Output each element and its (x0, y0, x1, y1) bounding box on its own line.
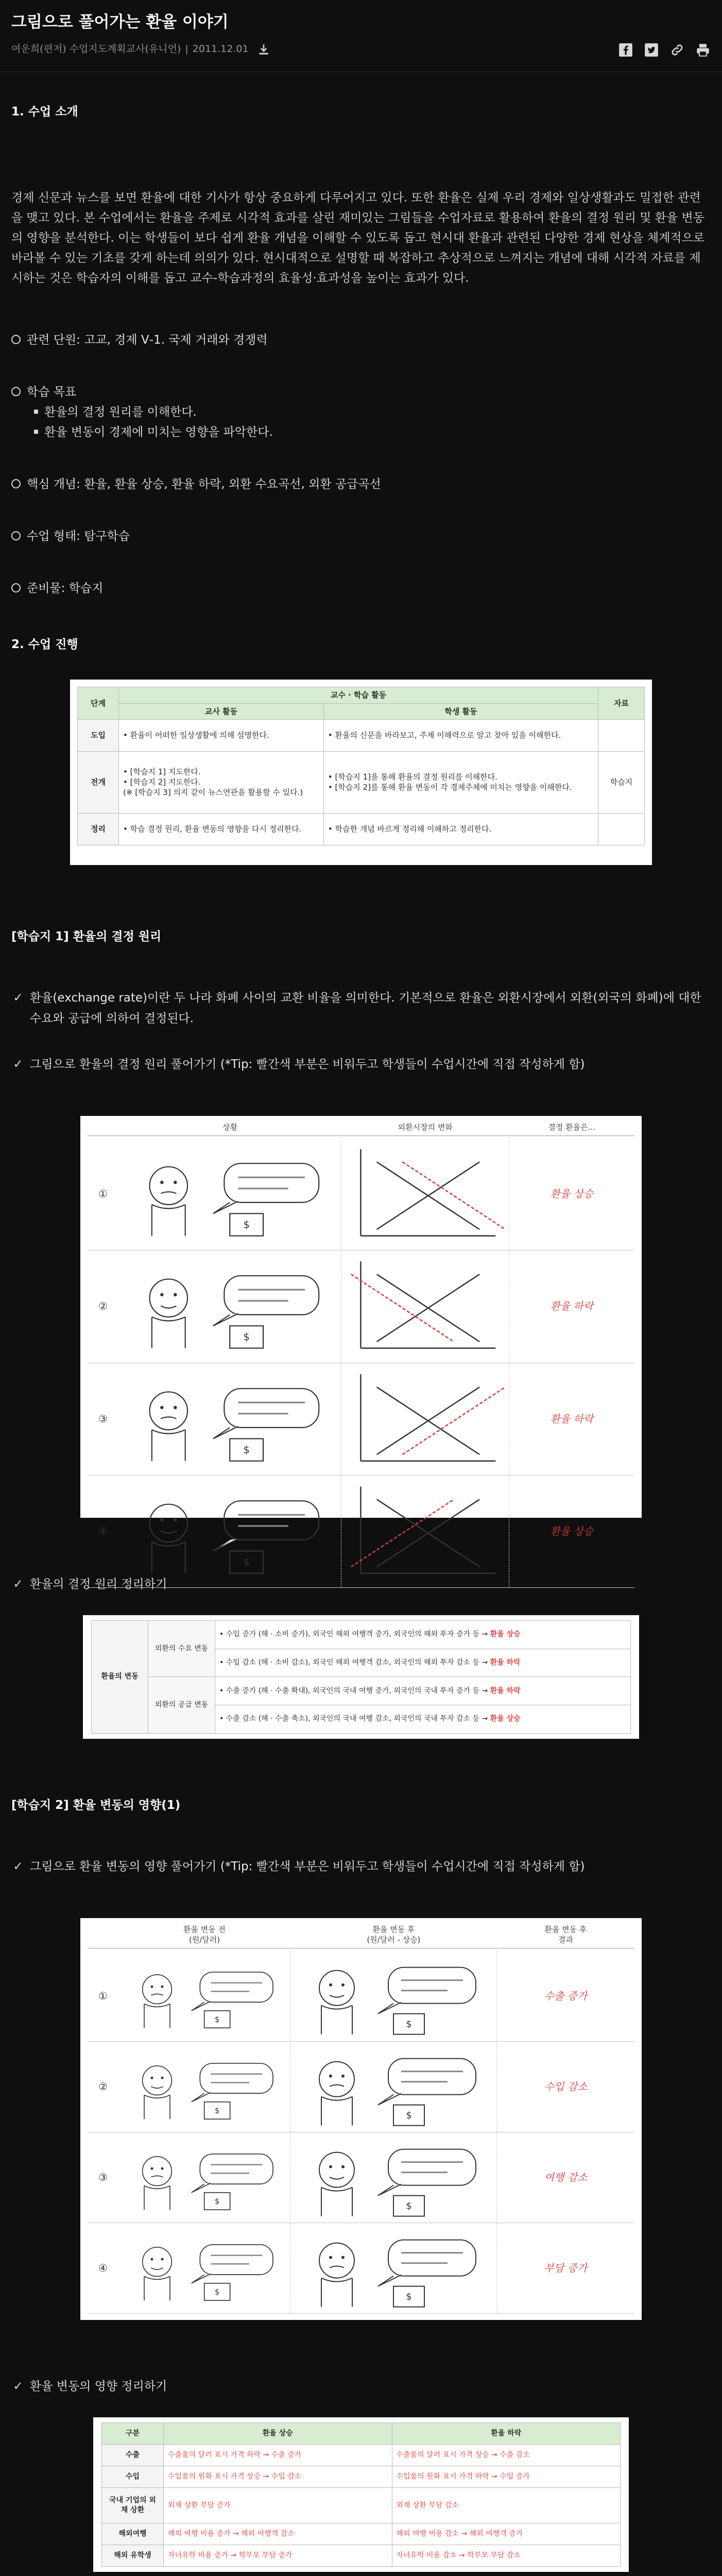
table-row (88, 2223, 634, 2314)
table-row (78, 813, 645, 845)
table-header: 학생 활동 (323, 703, 598, 719)
market-change-cell (341, 1138, 508, 1250)
table-cell (598, 813, 645, 845)
goal-text: 환율 변동이 경제에 미치는 영향을 파악한다. (44, 425, 273, 439)
table-header: 교사 활동 (119, 703, 324, 719)
table-cell (215, 1620, 631, 1649)
cell-text: • 수입 감소 (해 · 소비 감소), 외국인 해외 여행객 감소, 외국인의 해외 투자 감소 등 → (219, 1658, 490, 1667)
comic-rows (88, 1138, 634, 1568)
table-cell: 해외 유학생 (102, 2545, 164, 2566)
column-header: 환율 변동 후 결과 (544, 1924, 587, 1945)
summary-label-text: 환율 변동의 영향 정리하기 (30, 2379, 167, 2393)
check-icon: ✓ (13, 1057, 23, 1071)
cartoon-illustration (290, 2223, 496, 2313)
cartoon-illustration (118, 2042, 290, 2132)
lesson-plan-table (77, 687, 645, 845)
table-row (88, 1250, 634, 1363)
worksheet1-instruction (11, 1055, 711, 1075)
after-cell (290, 2042, 496, 2132)
cell-answer: 환율 상승 (490, 1715, 521, 1723)
circle-bullet-icon (11, 531, 21, 540)
table-row (92, 1620, 631, 1649)
row-number: ② (98, 1300, 108, 1313)
table-cell: • 환율의 신문을 바라보고, 주제 이해력으로 알고 찾아 있을 이해한다. (323, 719, 598, 751)
supply-demand-comic (80, 1116, 642, 1568)
effect-rows (102, 2445, 621, 2567)
table-header: 단계 (78, 687, 119, 720)
table-row (88, 1476, 634, 1588)
summary-label-text: 환율의 결정 원리 정리하기 (30, 1577, 167, 1591)
circle-bullet-icon (11, 335, 21, 344)
situation-cell (118, 1363, 341, 1475)
table-row (88, 2042, 634, 2132)
table-cell: 전개 (78, 751, 119, 813)
table-header: 자료 (598, 687, 645, 720)
table-header: 환율 하락 (392, 2423, 621, 2445)
market-change-cell (341, 1363, 508, 1475)
answer-cell: 수출 증가 (496, 1951, 634, 2041)
cartoon-illustration (118, 1363, 341, 1475)
table-row (88, 1951, 634, 2041)
row-number: ① (98, 1188, 108, 1200)
goal-item (11, 422, 711, 443)
concept-label: 핵심 개념: 환율, 환율 상승, 환율 하락, 외환 수요곡선, 외환 공급곡선 (27, 477, 381, 491)
svg-text:$: $ (243, 1556, 250, 1568)
answer-cell: 환율 상승 (509, 1138, 634, 1250)
svg-text:$: $ (406, 2019, 412, 2030)
intro-paragraph: 경제 신문과 뉴스를 보면 환율에 대한 기사가 항상 중요하게 다루어지고 있다. 또한 환율은 실제 우리 경제와 일상생활과도 밀접한 관련을 맺고 있다. 본 수업에서는 환율을 주제로 시각적 효과를 살린 재미있는 그림들을 수업자료로 활용하여 환율의 결정 원리 및 환율 변동의 영향을 분석한다. 이는 학생들이 보다 쉽게 환율 개념을 이해할 수 있도록 돕고 현시대 환율과 관련된 다양한 경제 현상을 체계적으로 바라볼 수 있는 기초를 갖게 하는데 의의가 있다. 현시대적으로 설명할 때 복잡하고 추상적으로 느껴지는 개념에 대해 시각적 자료를 제시하는 것은 학습자의 이해를 돕고 교수-학습과정의 효율성·효과성을 높이는 효과가 있다. (11, 191, 704, 285)
twitter-icon[interactable] (644, 42, 659, 58)
table-cell: 정리 (78, 813, 119, 845)
table-cell: 도입 (78, 719, 119, 751)
cell-answer: 환율 상승 (490, 1630, 521, 1639)
instruction-text: 그림으로 환율의 결정 원리 풀어가기 (*Tip: 빨간색 부분은 비워두고 학생들이 수업시간에 직접 작성하게 함) (30, 1057, 585, 1071)
goal-label: 학습 목표 (27, 385, 77, 399)
column-header: 상황 (222, 1122, 238, 1132)
table-cell (215, 1649, 631, 1677)
comic-rows (88, 1951, 634, 2306)
table-cell: 수입품의 원화 표시 가격 하락 → 수입 증가 (392, 2466, 621, 2488)
table-cell: 외환의 수요 변동 (148, 1620, 215, 1677)
material-label: 준비물: 학습지 (27, 582, 104, 596)
column-header: 외환시장의 변화 (398, 1122, 453, 1132)
table-cell: 외채 상환 부담 증가 (164, 2488, 392, 2523)
circle-bullet-icon (11, 479, 21, 488)
post-body (0, 102, 722, 2576)
comic-header (88, 1924, 634, 1949)
worksheet2-summary-label (11, 2377, 711, 2397)
table-cell (598, 719, 645, 751)
goal-text: 환율의 결정 원리를 이해한다. (44, 405, 197, 419)
svg-text:$: $ (214, 2287, 220, 2297)
table-row (102, 2545, 621, 2566)
svg-text:$: $ (243, 1331, 250, 1343)
table-cell: 수입 (102, 2466, 164, 2488)
link-icon[interactable] (669, 42, 685, 58)
svg-text:$: $ (214, 2196, 220, 2206)
table-cell: 외환의 공급 변동 (148, 1677, 215, 1734)
determination-summary-table (83, 1615, 639, 1739)
instruction-text: 그림으로 환율 변동의 영향 풀어가기 (*Tip: 빨간색 부분은 비워두고 학생들이 수업시간에 직접 작성하게 함) (30, 1859, 585, 1873)
row-number: ① (98, 1989, 108, 2002)
check-icon: ✓ (13, 1577, 23, 1591)
cartoon-illustration (290, 2132, 496, 2223)
goal-item (11, 402, 711, 422)
table-header: 교수 · 학습 활동 (119, 687, 598, 703)
unit-label: 관련 단원: 고교, 경제 Ⅴ-1. 국제 거래와 경쟁력 (27, 333, 268, 347)
worksheet1-title: [학습지 1] 환율의 결정 원리 (11, 930, 162, 944)
table-cell: 수출품의 달러 표시 가격 상승 → 수출 감소 (392, 2445, 621, 2466)
before-cell (118, 2132, 290, 2223)
row-number: ④ (98, 1524, 108, 1537)
table-cell: 외채 상환 부담 감소 (392, 2488, 621, 2523)
svg-text:$: $ (406, 2200, 412, 2212)
market-change-cell (341, 1476, 508, 1587)
list-item (11, 330, 711, 350)
section-progress-title: 2. 수업 진행 (11, 638, 78, 652)
table-cell: 환율의 변동 (92, 1620, 148, 1733)
table-cell: • 환율이 어떠한 일상생활에 의해 설명한다. (119, 719, 324, 751)
before-cell (118, 2223, 290, 2313)
answer-cell: 수입 감소 (496, 2042, 634, 2132)
cartoon-illustration (118, 1476, 341, 1587)
cartoon-illustration (290, 2042, 496, 2132)
table-cell: • 학습한 개념 바르게 정리해 이해하고 정리한다. (323, 813, 598, 845)
table-row (78, 751, 645, 813)
table-cell: 수입품의 원화 표시 가격 상승 → 수입 감소 (164, 2466, 392, 2488)
table-row (102, 2445, 621, 2466)
table-cell: 수출 (102, 2445, 164, 2466)
exchange-effect-comic (80, 1918, 642, 2320)
table-cell: 해외 여행 비용 감소 → 해외 여행객 증가 (392, 2523, 621, 2545)
definition-text: 환율(exchange rate)이란 두 나라 화폐 사이의 교환 비율을 의미한다. 기본적으로 환율은 외환시장에서 외환(외국의 화폐)에 대한 수요와 공급에 의하여 결정된다. (30, 991, 701, 1025)
table-cell: • 학습 결정 원리, 환율 변동의 영향을 다시 정리한다. (119, 813, 324, 845)
answer-cell: 환율 하락 (509, 1363, 634, 1475)
cartoon-illustration (118, 2223, 290, 2313)
after-cell (290, 2132, 496, 2223)
table-row (88, 1363, 634, 1476)
table-row (102, 2523, 621, 2545)
svg-text:$: $ (243, 1218, 250, 1231)
market-change-cell (341, 1250, 508, 1362)
cell-answer: 환율 하락 (490, 1686, 521, 1695)
answer-cell: 환율 상승 (509, 1476, 634, 1587)
table-row (102, 2423, 621, 2445)
check-icon: ✓ (13, 991, 23, 1005)
download-icon[interactable] (257, 43, 270, 56)
table-cell: 수출품의 달러 표시 가격 하락 → 수출 증가 (164, 2445, 392, 2466)
svg-text:$: $ (406, 2110, 412, 2121)
row-number: ③ (98, 1412, 108, 1425)
section-intro-title: 1. 수업 소개 (11, 105, 78, 118)
circle-bullet-icon (11, 583, 21, 592)
table-header: 구분 (102, 2423, 164, 2445)
table-cell (215, 1677, 631, 1705)
table-cell: 학습지 (598, 751, 645, 813)
cartoon-illustration (118, 1138, 341, 1250)
table-cell: 자녀유학 비용 증가 → 학부모 부담 증가 (164, 2545, 392, 2566)
svg-text:$: $ (214, 2014, 220, 2024)
table-cell (215, 1705, 631, 1734)
supply-demand-graph (341, 1476, 508, 1587)
comic-header (88, 1122, 634, 1136)
table-row (102, 2466, 621, 2488)
meta-separator: | (185, 43, 188, 55)
cartoon-illustration (118, 2132, 290, 2223)
check-icon: ✓ (13, 2379, 23, 2393)
before-cell (118, 2042, 290, 2132)
table-header: 환율 상승 (164, 2423, 392, 2445)
svg-text:$: $ (214, 2106, 220, 2115)
table-cell: 국내 기업의 외채 상환 (102, 2488, 164, 2523)
svg-text:$: $ (406, 2291, 412, 2302)
column-header: 결정 환율은... (548, 1122, 595, 1132)
situation-cell (118, 1476, 341, 1587)
cell-answer: 환율 하락 (490, 1658, 521, 1667)
situation-cell (118, 1250, 341, 1362)
table-row (92, 1677, 631, 1705)
situation-cell (118, 1138, 341, 1250)
post-header (0, 0, 722, 72)
circle-bullet-icon (11, 387, 21, 396)
share-toolbar (618, 42, 711, 58)
table-cell: • [학습지 1]을 통해 환율의 결정 원리를 이해한다. • [학습지 2]를 통해 환율 변동이 각 경제주체에 미치는 영향을 이해한다. (323, 751, 598, 813)
effect-summary-table (93, 2417, 629, 2572)
cell-text: • 수입 증가 (해 · 소비 증가), 외국인 해외 여행객 증가, 외국인의 해외 투자 증가 등 → (219, 1630, 490, 1639)
supply-demand-graph (341, 1138, 508, 1250)
before-cell (118, 1951, 290, 2041)
answer-cell: 여행 감소 (496, 2132, 634, 2223)
list-item (11, 474, 711, 495)
worksheet2-title: [학습지 2] 환율 변동의 영향(1) (11, 1798, 181, 1812)
table-cell: 자녀유학 비용 감소 → 학부모 부담 감소 (392, 2545, 621, 2566)
post-date: 2011.12.01 (192, 43, 249, 55)
table-row (88, 1138, 634, 1250)
facebook-icon[interactable] (618, 42, 633, 58)
row-number: ④ (98, 2262, 108, 2275)
table-row (102, 2488, 621, 2523)
worksheet2-instruction (11, 1857, 711, 1877)
supply-demand-graph (341, 1363, 508, 1475)
table-row (78, 719, 645, 751)
after-cell (290, 2223, 496, 2313)
row-number: ② (98, 2080, 108, 2093)
square-bullet-icon (34, 430, 38, 434)
check-icon: ✓ (13, 1859, 23, 1873)
table-cell: 해외 여행 비용 증가 → 해외 여행객 감소 (164, 2523, 392, 2545)
column-header: 환율 변동 전 (원/달러) (183, 1924, 226, 1945)
print-icon[interactable] (695, 42, 711, 58)
square-bullet-icon (34, 410, 38, 414)
worksheet1-definition (11, 988, 711, 1028)
table-row (88, 2132, 634, 2223)
post-meta (11, 41, 711, 57)
post-title: 그림으로 풀어가는 환율 이야기 (11, 13, 229, 31)
table-cell: • [학습지 1] 지도한다. • [학습지 2] 지도한다. (※ [학습지 3] 의지 같이 뉴스연관을 활용할 수 있다.) (119, 751, 324, 813)
svg-text:$: $ (243, 1444, 250, 1456)
list-item (11, 527, 711, 547)
cell-text: • 수출 감소 (해 · 수출 축소), 외국인의 국내 여행 감소, 외국인의 국내 투자 감소 등 → (219, 1715, 490, 1723)
cartoon-illustration (118, 1951, 290, 2041)
cell-text: • 수출 증가 (해 · 수출 확대), 외국인의 국내 여행 증가, 외국인의 국내 투자 증가 등 → (219, 1686, 490, 1695)
row-number: ③ (98, 2171, 108, 2184)
table-cell: 해외여행 (102, 2523, 164, 2545)
answer-cell: 부담 증가 (496, 2223, 634, 2313)
post-author: 여운희(편저) 수업지도계획교사(유니언) (11, 43, 181, 55)
after-cell (290, 1951, 496, 2041)
list-item (11, 382, 711, 402)
cartoon-illustration (290, 1951, 496, 2041)
supply-demand-graph (341, 1250, 508, 1362)
cartoon-illustration (118, 1250, 341, 1362)
format-label: 수업 형태: 탐구학습 (27, 530, 130, 544)
answer-cell: 환율 하락 (509, 1250, 634, 1362)
lesson-plan-figure (70, 680, 652, 865)
list-item (11, 579, 711, 599)
column-header: 환율 변동 후 (원/달러 - 상승) (367, 1924, 421, 1945)
